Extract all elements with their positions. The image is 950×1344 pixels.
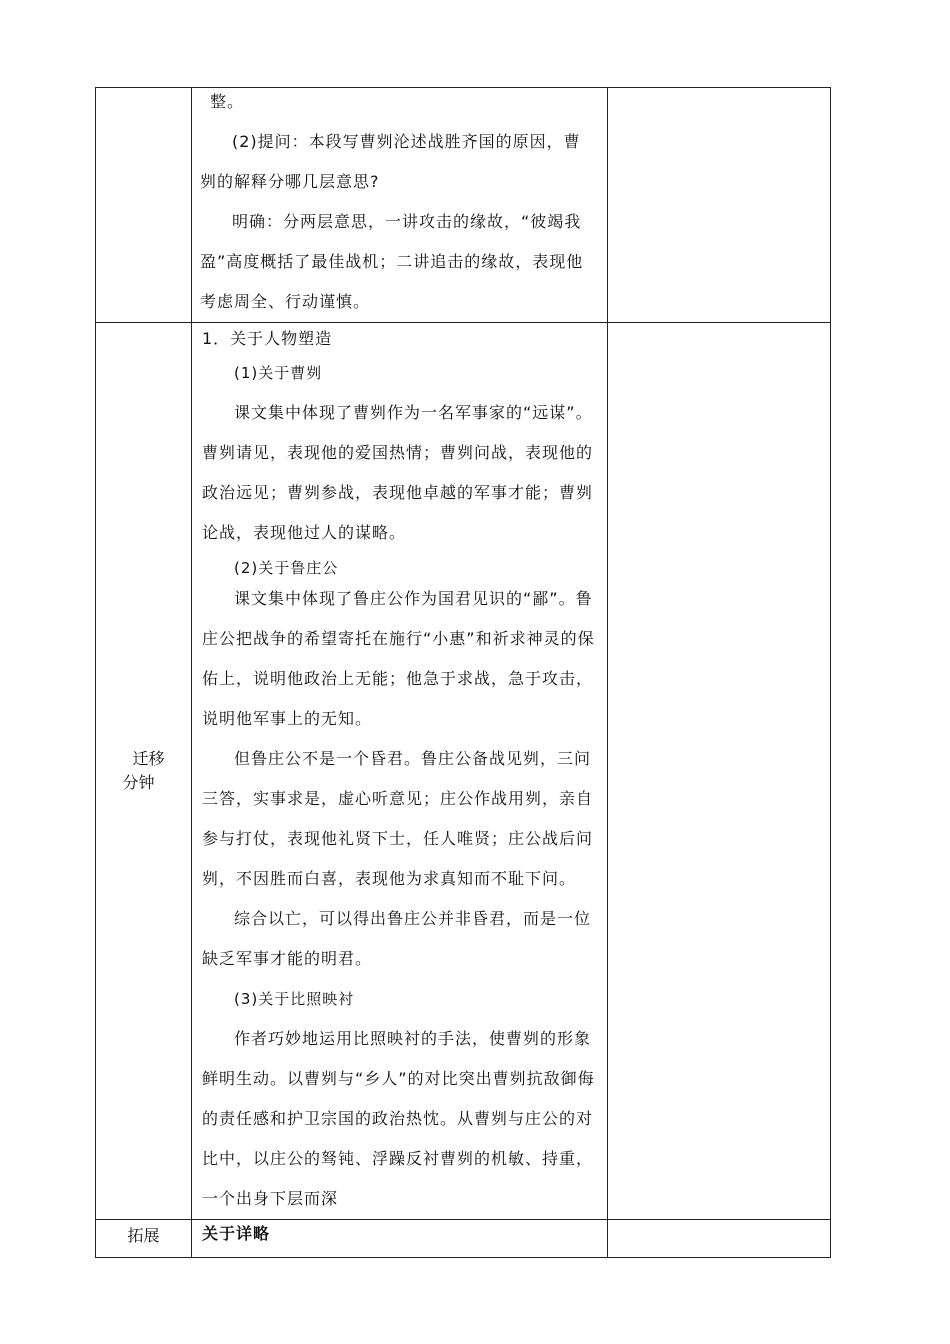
paragraph: 课文集中体现了曹刿作为一名军事家的“远谋”。曹刿请见，表现他的爱国热情；曹刿问战，表现他的政治远见；曹刿参战，表现他卓越的军事才能；曹刿论战，表现他过人的谋略。 xyxy=(202,403,594,542)
paragraph: 整。 xyxy=(210,92,245,111)
section-heading: 关于详略 xyxy=(202,1224,271,1243)
subheading: (2)关于鲁庄公 xyxy=(234,559,339,577)
subheading: (1)关于曹刿 xyxy=(234,364,323,382)
stage-label: 迁移 xyxy=(132,749,165,768)
notes-cell xyxy=(608,323,831,1220)
content-cell xyxy=(192,88,608,323)
notes-cell xyxy=(608,1220,831,1258)
content-cell xyxy=(192,1220,608,1258)
lesson-table xyxy=(95,87,831,1258)
section-heading: 1．关于人物塑造 xyxy=(202,329,333,348)
table-row xyxy=(96,88,831,323)
paragraph: (2)提问：本段写曹刿沦述战胜齐国的原因，曹刿的解释分哪几层意思? xyxy=(200,132,581,191)
paragraph: 课文集中体现了鲁庄公作为国君见识的“鄙”。鲁庄公把战争的希望寄托在施行“小惠”和祈求神灵的保佑上，说明他政治上无能；他急于求战，急于攻击，说明他军事上的无知。 xyxy=(202,589,595,728)
stage-label-cell xyxy=(96,1220,192,1258)
table-row xyxy=(96,1220,831,1258)
subheading: (3)关于比照映衬 xyxy=(234,990,355,1008)
paragraph: 作者巧妙地运用比照映衬的手法，使曹刿的形象鲜明生动。以曹刿与“乡人”的对比突出曹刿抗敌御侮的责任感和护卫宗国的政治热忱。从曹刿与庄公的对比中，以庄公的驽钝、浮躁反衬曹刿的机敏、持重，一个出身下层而深 xyxy=(202,1029,595,1208)
stage-label-cell xyxy=(96,323,192,1220)
stage-label: 拓展 xyxy=(127,1226,160,1245)
paragraph: 综合以亡，可以得出鲁庄公并非昏君，而是一位缺乏军事才能的明君。 xyxy=(202,909,592,968)
notes-cell xyxy=(608,88,831,323)
table-row xyxy=(96,323,831,1220)
label-cell-empty xyxy=(96,88,192,323)
stage-duration-label: 分钟 xyxy=(122,773,155,792)
paragraph: 但鲁庄公不是一个昏君。鲁庄公备战见刿，三问三答，实事求是，虚心听意见；庄公作战用刿，亲自参与打仗，表现他礼贤下士，任人唯贤；庄公战后问刿，不因胜而白喜，表现他为求真知而不耻下问。 xyxy=(202,749,594,888)
paragraph: 明确：分两层意思，一讲攻击的缘故，“彼竭我盈”高度概括了最佳战机；二讲追击的缘故，表现他考虑周全、行动谨慎。 xyxy=(200,212,584,311)
content-cell xyxy=(192,323,608,1220)
